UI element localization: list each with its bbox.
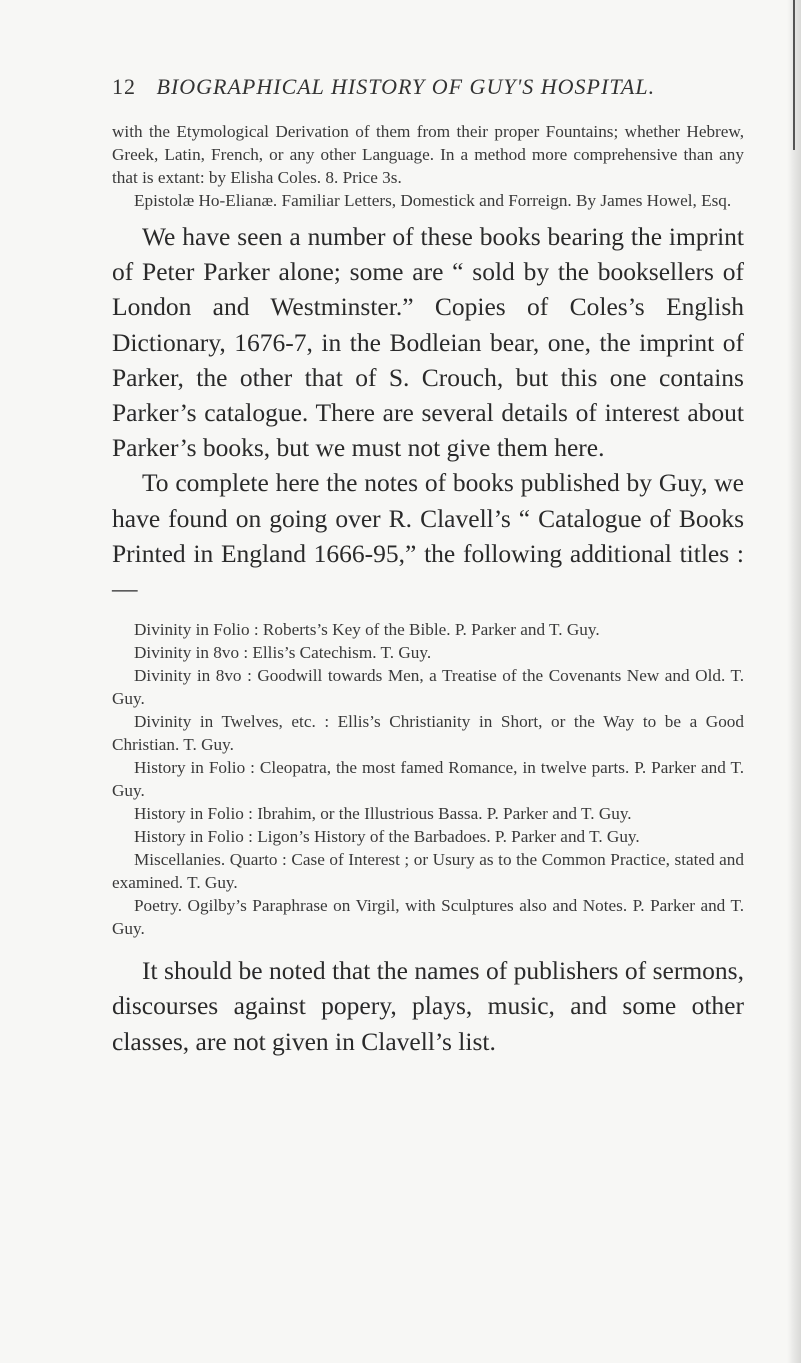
page-edge-line [793, 0, 795, 150]
list-item: Divinity in Twelves, etc. : Ellis’s Christianity in Short, or the Way to be a Good Christian. T. Guy. [112, 712, 744, 755]
titles-list [112, 618, 744, 940]
body-paragraph: We have seen a number of these books bearing the imprint of Peter Parker alone; some are “ sold by the booksellers of London and Westminster.” Copies of Coles’s English Dictionary, 1676-7, in the Bodleian bear, one, the imprint of Parker, the other that of S. Crouch, but this one contains Parker’s catalogue. There are several details of interest about Parker’s books, but we must not give them here. [112, 222, 744, 463]
catalogue-entry: Epistolæ Ho-Elianæ. Familiar Letters, Domestick and Forreign. By James Howel, Esq. [134, 191, 732, 210]
list-item: Divinity in 8vo : Ellis’s Catechism. T. Guy. [134, 643, 432, 663]
list-item: Miscellanies. Quarto : Case of Interest ; or Usury as to the Common Practice, stated and examined. T. Guy. [112, 850, 744, 893]
list-item: History in Folio : Ibrahim, or the Illustrious Bassa. P. Parker and T. Guy. [134, 804, 632, 824]
running-title: BIOGRAPHICAL HISTORY OF GUY'S HOSPITAL. [156, 74, 656, 99]
page-content [112, 120, 744, 1059]
list-item: Divinity in Folio : Roberts’s Key of the Bible. P. Parker and T. Guy. [134, 620, 600, 640]
body-paragraph: To complete here the notes of books published by Guy, we have found on going over R. Clavell’s “ Catalogue of Books Printed in England 1666-95,” the following additional titles :— [112, 468, 744, 604]
list-item: History in Folio : Ligon’s History of the Barbadoes. P. Parker and T. Guy. [134, 827, 640, 847]
running-header [112, 74, 752, 100]
closing-paragraph: It should be noted that the names of publishers of sermons, discourses against popery, plays, music, and some other classes, are not given in Clavell’s list. [112, 956, 744, 1056]
page-edge-shadow [787, 0, 801, 1363]
page-number: 12 [112, 74, 136, 99]
list-item: History in Folio : Cleopatra, the most famed Romance, in twelve parts. P. Parker and T. Guy. [112, 758, 744, 801]
list-item: Poetry. Ogilby’s Paraphrase on Virgil, with Sculptures also and Notes. P. Parker and T. Guy. [112, 896, 744, 939]
list-item: Divinity in 8vo : Goodwill towards Men, a Treatise of the Covenants New and Old. T. Guy. [112, 666, 744, 709]
continued-entry: with the Etymological Derivation of them from their proper Fountains; whether Hebrew, Greek, Latin, French, or any other Language. In a method more comprehensive than any that is extant: by Elisha Coles. 8. Price 3s. [112, 122, 744, 187]
